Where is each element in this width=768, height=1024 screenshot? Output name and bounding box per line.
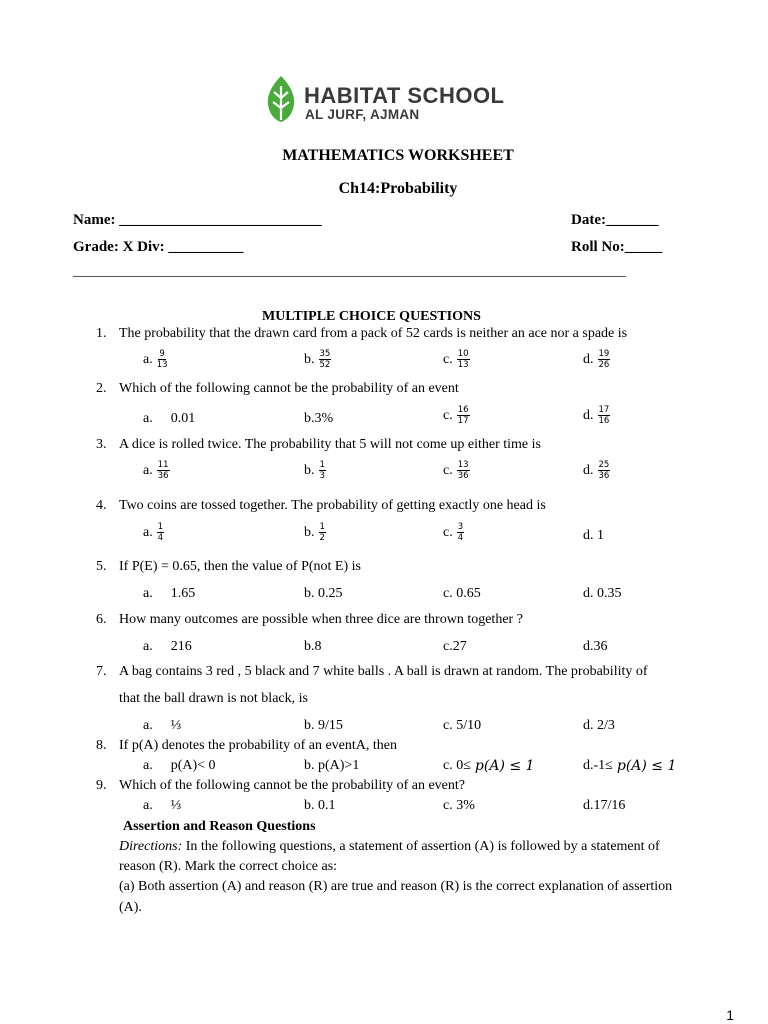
answer-option xyxy=(443,758,534,774)
answer-option xyxy=(143,758,216,774)
answer-option xyxy=(443,718,481,734)
question-text: Which of the following cannot be the probability of an event? xyxy=(119,778,466,793)
fraction-denominator: 36 xyxy=(598,471,610,481)
answer-option xyxy=(583,798,625,814)
question-text: How many outcomes are possible when three dice are thrown together ? xyxy=(119,612,523,627)
answer-option xyxy=(583,718,615,734)
option-fraction xyxy=(157,522,164,543)
question-number: 6. xyxy=(96,612,107,627)
answer-option xyxy=(304,460,326,481)
question-text-continued: that the ball drawn is not black, is xyxy=(119,691,308,706)
option-value: p(A)< 0 xyxy=(170,758,216,773)
school-location: AL JURF, AJMAN xyxy=(305,107,420,122)
directions-label: Directions: xyxy=(119,839,183,854)
question-number: 4. xyxy=(96,498,107,513)
name-field: Name: ___________________________ xyxy=(73,212,322,228)
divider-line: _______________________________________________________________________________ xyxy=(73,264,626,279)
answer-option xyxy=(304,718,343,734)
option-label: b. 9/15 xyxy=(304,718,343,733)
fraction-denominator: 13 xyxy=(457,360,469,370)
option-label: d. 1 xyxy=(583,528,604,543)
answer-option xyxy=(583,460,610,481)
answer-option xyxy=(443,349,470,370)
question-text: Two coins are tossed together. The probability of getting exactly one head is xyxy=(119,498,546,513)
question-number: 2. xyxy=(96,381,107,396)
directions-text: In the following questions, a statement of assertion (A) is followed by a statement of xyxy=(182,839,660,854)
question-text: Which of the following cannot be the probability of an event xyxy=(119,381,459,396)
fraction-numerator: 1 xyxy=(319,460,325,470)
question-number: 5. xyxy=(96,559,107,574)
fraction-numerator: 35 xyxy=(319,349,331,359)
fraction-numerator: 9 xyxy=(159,349,165,359)
answer-option xyxy=(304,639,322,655)
directions-line-2: reason (R). Mark the correct choice as: xyxy=(119,859,338,874)
answer-option xyxy=(443,522,464,543)
option-label: b.8 xyxy=(304,639,322,654)
answer-option xyxy=(583,758,676,774)
question-number: 9. xyxy=(96,778,107,793)
option-label: a. xyxy=(143,798,153,813)
answer-option xyxy=(443,460,470,481)
answer-option xyxy=(143,349,168,370)
option-label: c. 0.65 xyxy=(443,586,481,601)
answer-option xyxy=(304,798,336,814)
option-fraction xyxy=(598,405,611,426)
date-field: Date:_______ xyxy=(571,212,659,228)
option-fraction xyxy=(319,349,332,370)
option-fraction xyxy=(598,460,611,481)
option-value: 216 xyxy=(170,639,192,654)
option-label: a. xyxy=(143,462,153,478)
question-text: The probability that the drawn card from a pack of 52 cards is neither an ace nor a spade is xyxy=(119,326,628,341)
option-fraction xyxy=(457,349,470,370)
fraction-denominator: 36 xyxy=(157,471,169,481)
choice-a-line-2: (A). xyxy=(119,900,142,915)
answer-option xyxy=(143,718,181,734)
grade-field: Grade: X Div: __________ xyxy=(73,239,244,255)
fraction-denominator: 4 xyxy=(457,533,464,543)
mcq-heading: MULTIPLE CHOICE QUESTIONS xyxy=(262,309,481,324)
option-value: 1.65 xyxy=(170,586,196,601)
fraction-denominator: 26 xyxy=(598,360,610,370)
option-label: c. xyxy=(443,462,453,478)
option-label: b. xyxy=(304,524,315,540)
option-label: d. 0.35 xyxy=(583,586,622,601)
option-fraction xyxy=(157,460,170,481)
fraction-denominator: 13 xyxy=(156,360,168,370)
fraction-denominator: 17 xyxy=(457,416,469,426)
fraction-denominator: 3 xyxy=(319,471,325,481)
fraction-denominator: 2 xyxy=(319,533,325,543)
option-label: c. 3% xyxy=(443,798,475,813)
answer-option xyxy=(304,411,333,427)
option-value: ⅓ xyxy=(170,798,182,813)
option-fraction xyxy=(457,405,470,426)
option-label: c. 0≤ xyxy=(443,758,471,773)
option-fraction xyxy=(319,460,326,481)
option-label: a. xyxy=(143,411,153,426)
leaf-logo-icon xyxy=(266,74,296,124)
question-number: 7. xyxy=(96,664,107,679)
option-label: c. 5/10 xyxy=(443,718,482,733)
answer-option xyxy=(583,586,622,602)
option-label: d.36 xyxy=(583,639,608,654)
option-label: a. xyxy=(143,718,153,733)
option-label: a. xyxy=(143,524,153,540)
option-fraction xyxy=(157,349,168,370)
option-label: b. 0.1 xyxy=(304,798,336,813)
option-label: d. 2/3 xyxy=(583,718,615,733)
question-text: A dice is rolled twice. The probability that 5 will not come up either time is xyxy=(119,437,541,452)
fraction-denominator: 36 xyxy=(457,471,469,481)
answer-option xyxy=(143,639,192,655)
option-value: ⅓ xyxy=(170,718,182,733)
option-label: a. xyxy=(143,351,153,367)
answer-option xyxy=(583,639,608,655)
question-number: 1. xyxy=(96,326,107,341)
answer-option xyxy=(583,349,610,370)
fraction-numerator: 17 xyxy=(598,405,610,415)
option-label: a. xyxy=(143,586,153,601)
answer-option xyxy=(443,639,467,655)
fraction-numerator: 25 xyxy=(598,460,610,470)
fraction-numerator: 16 xyxy=(457,405,469,415)
option-fraction xyxy=(319,522,326,543)
fraction-numerator: 11 xyxy=(157,460,169,470)
option-label: b.3% xyxy=(304,411,334,426)
option-label: d.-1≤ xyxy=(583,758,613,773)
answer-option xyxy=(443,586,481,602)
answer-option xyxy=(304,586,343,602)
answer-option xyxy=(443,798,475,814)
question-number: 8. xyxy=(96,738,107,753)
option-label: b. xyxy=(304,462,315,478)
option-label: b. xyxy=(304,351,315,367)
answer-option xyxy=(143,522,164,543)
answer-option xyxy=(143,586,195,602)
option-fraction xyxy=(457,522,464,543)
assertion-heading: Assertion and Reason Questions xyxy=(123,819,316,834)
fraction-numerator: 19 xyxy=(598,349,610,359)
answer-option xyxy=(143,460,170,481)
option-label: d.17/16 xyxy=(583,798,626,813)
option-label: d. xyxy=(583,407,594,423)
option-label: b. p(A)>1 xyxy=(304,758,360,773)
answer-option xyxy=(443,405,470,426)
option-label: c. xyxy=(443,524,453,540)
option-math: p(A) ≤ 1 xyxy=(474,758,535,774)
question-text: If p(A) denotes the probability of an eventA, then xyxy=(119,738,397,753)
answer-option xyxy=(304,758,359,774)
answer-option xyxy=(143,411,195,427)
fraction-denominator: 52 xyxy=(319,360,331,370)
option-math: p(A) ≤ 1 xyxy=(616,758,677,774)
option-label: d. xyxy=(583,462,594,478)
fraction-numerator: 10 xyxy=(457,349,469,359)
option-fraction xyxy=(457,460,470,481)
fraction-denominator: 4 xyxy=(157,533,164,543)
answer-option xyxy=(143,798,181,814)
choice-a-line-1: (a) Both assertion (A) and reason (R) are true and reason (R) is the correct explanation of assertion xyxy=(119,879,673,894)
option-fraction xyxy=(598,349,611,370)
fraction-numerator: 1 xyxy=(319,522,325,532)
directions-line-1 xyxy=(119,839,660,855)
option-label: a. xyxy=(143,758,153,773)
option-label: b. 0.25 xyxy=(304,586,343,601)
answer-option xyxy=(304,522,326,543)
fraction-numerator: 13 xyxy=(457,460,469,470)
option-label: d. xyxy=(583,351,594,367)
page-number: 1 xyxy=(726,1007,734,1023)
worksheet-title: MATHEMATICS WORKSHEET xyxy=(282,147,514,164)
option-label: a. xyxy=(143,639,153,654)
chapter-title: Ch14:Probability xyxy=(338,180,458,197)
question-number: 3. xyxy=(96,437,107,452)
school-name: HABITAT SCHOOL xyxy=(304,83,505,108)
option-label: c. xyxy=(443,407,453,423)
question-text: If P(E) = 0.65, then the value of P(not E) is xyxy=(119,559,361,574)
answer-option xyxy=(583,528,604,544)
answer-option xyxy=(583,405,610,426)
fraction-denominator: 16 xyxy=(598,416,610,426)
option-label: c. xyxy=(443,351,453,367)
school-logo xyxy=(266,74,505,126)
option-value: 0.01 xyxy=(170,411,196,426)
roll-field: Roll No:_____ xyxy=(571,239,663,255)
option-label: c.27 xyxy=(443,639,467,654)
fraction-numerator: 1 xyxy=(157,522,164,532)
question-text: A bag contains 3 red , 5 black and 7 white balls . A ball is drawn at random. The probability of xyxy=(119,664,648,679)
answer-option xyxy=(304,349,331,370)
fraction-numerator: 3 xyxy=(457,522,464,532)
